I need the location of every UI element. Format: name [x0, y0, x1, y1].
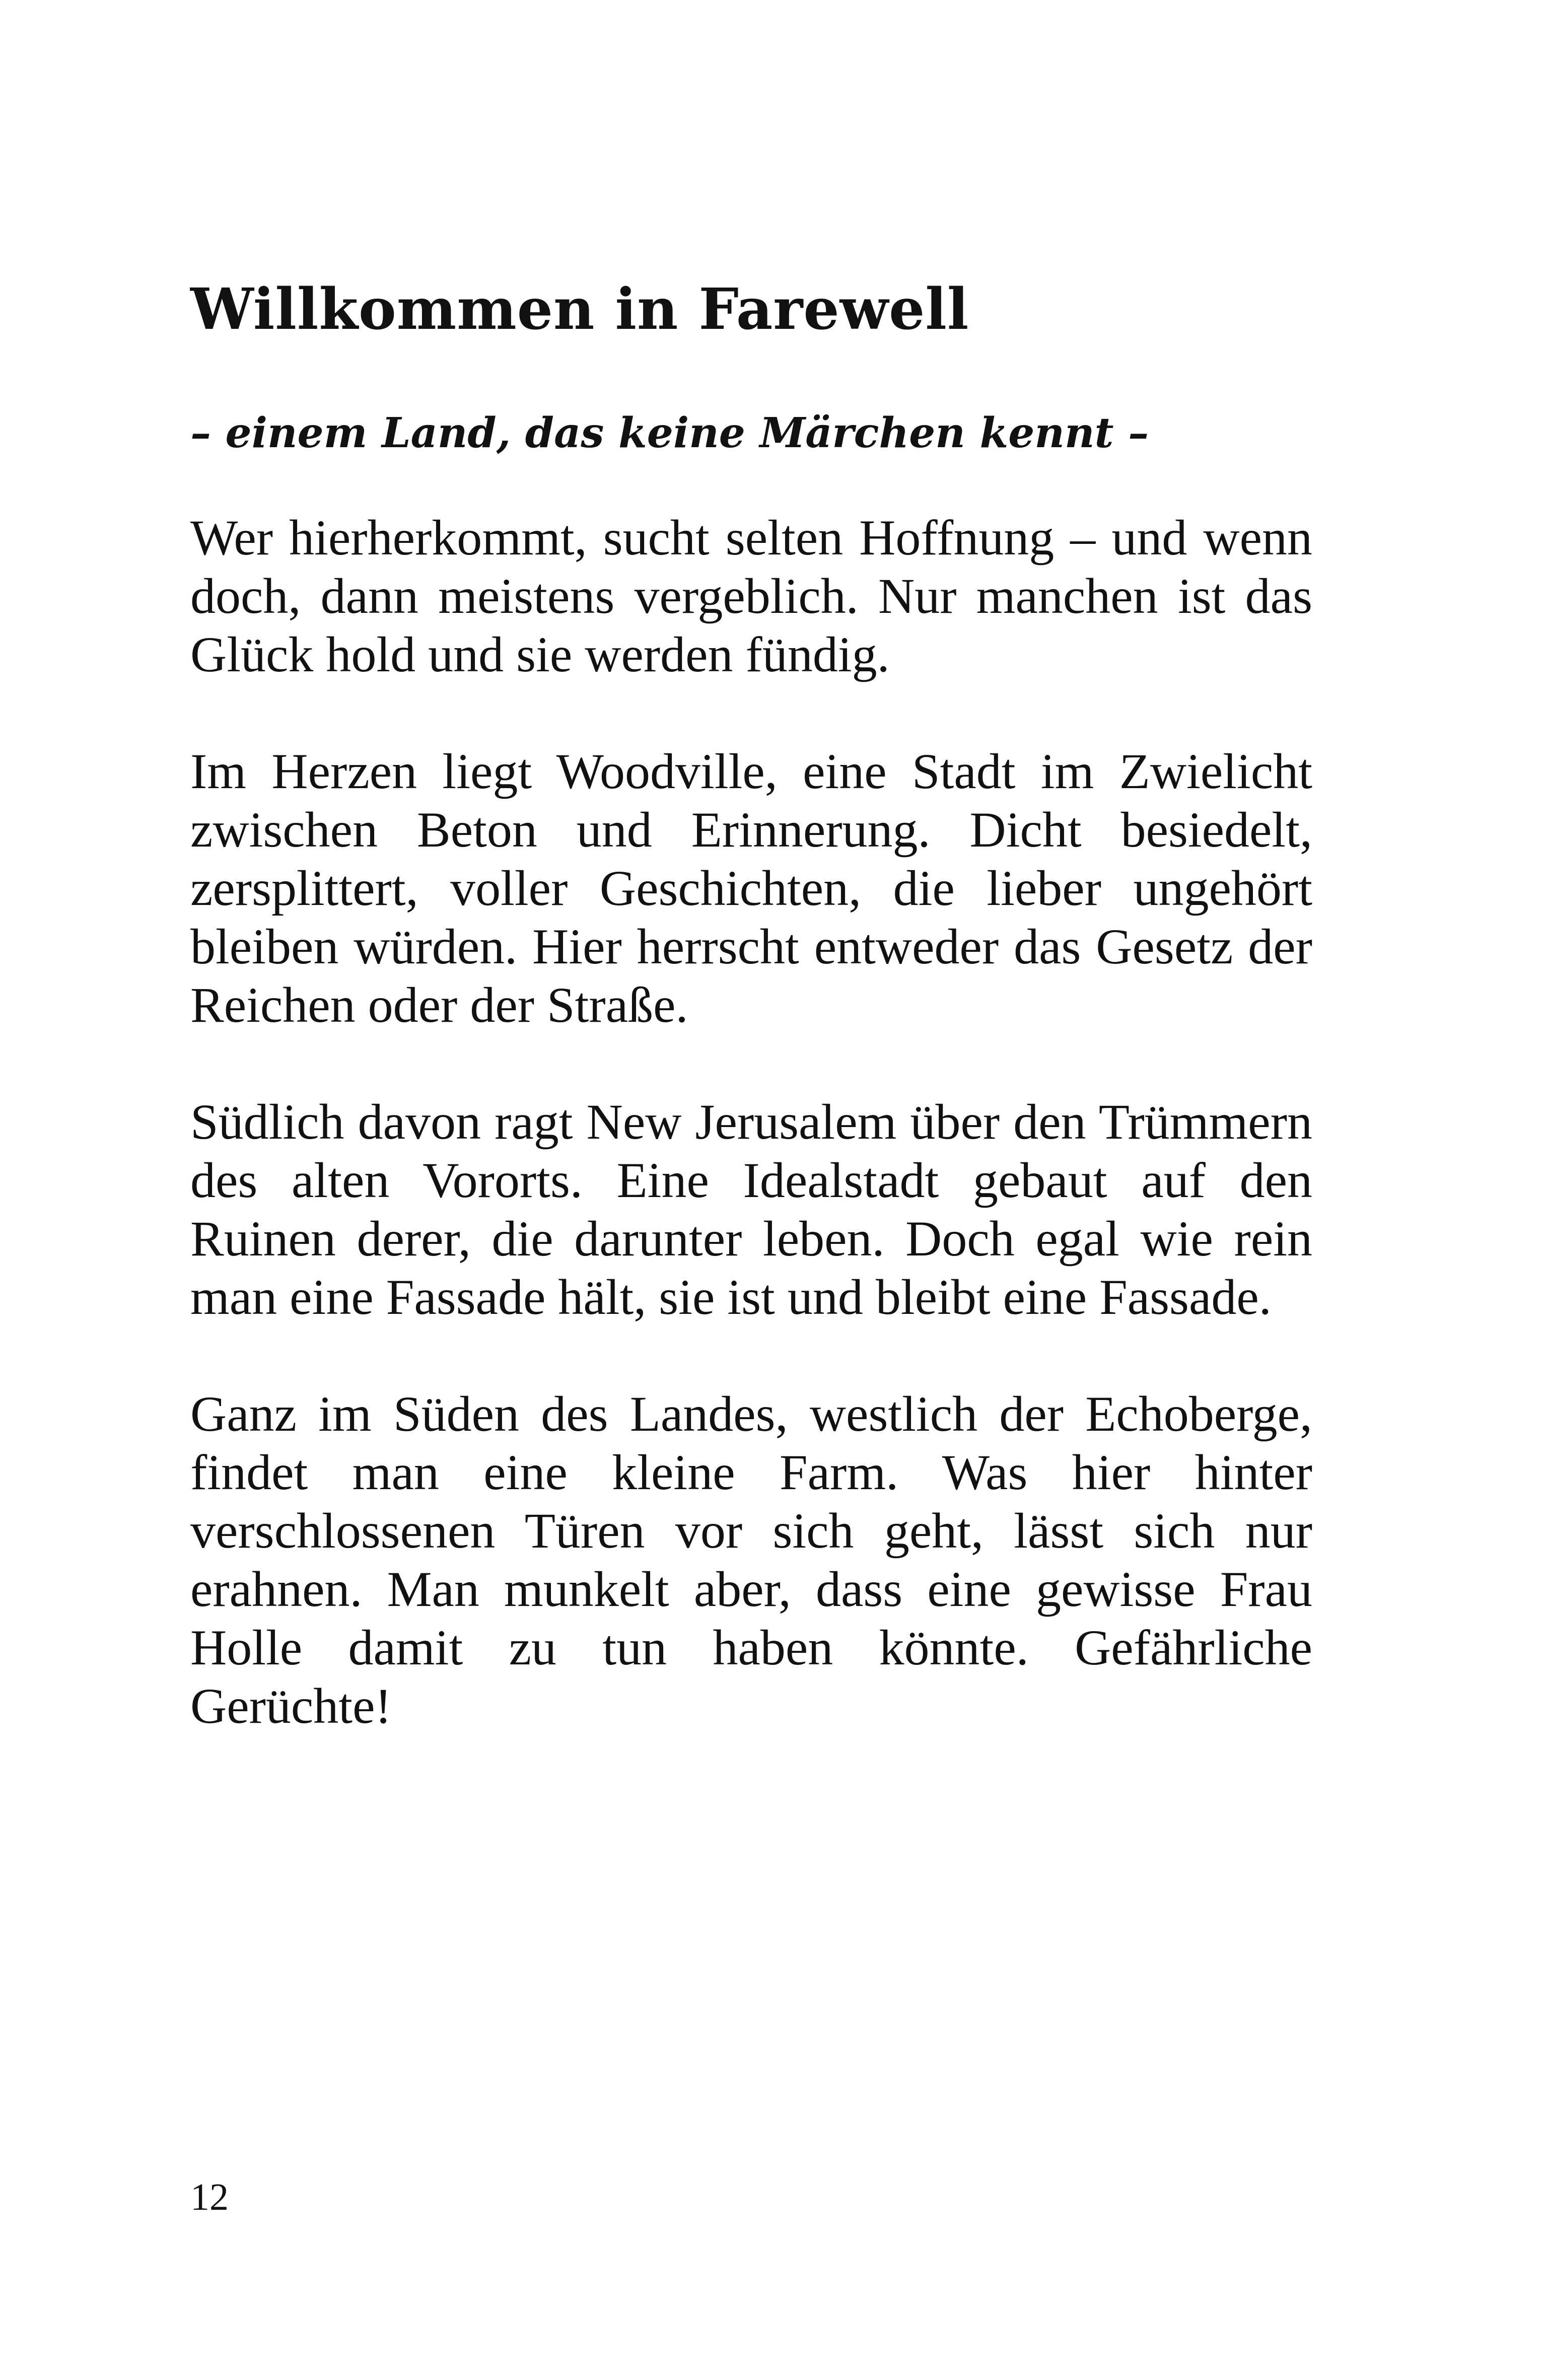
page-number: 12: [190, 2176, 229, 2218]
chapter-subtitle: – einem Land, das keine Märchen kennt –: [190, 409, 1149, 457]
paragraph-intro: Wer hierherkommt, sucht selten Hoffnung – und wenn doch, dann meistens vergeblich. Nur manchen ist das Glück hold und sie werden fündig.: [190, 510, 1312, 682]
paragraph-farm: Ganz im Süden des Landes, westlich der Echoberge, findet man eine kleine Farm. Was hier hinter verschlossenen Türen vor sich geht, lässt sich nur erahnen. Man munkelt aber, dass eine gewisse Frau Holle damit zu tun haben könnte. Gefährliche Gerüchte!: [190, 1386, 1312, 1734]
chapter-title: Willkommen in Farewell: [190, 276, 969, 342]
paragraph-new-jerusalem: Südlich davon ragt New Jerusalem über den Trümmern des alten Vororts. Eine Idealstadt gebaut auf den Ruinen derer, die darunter leben. Doch egal wie rein man eine Fassade hält, sie ist und bleibt eine Fassade.: [190, 1094, 1312, 1325]
paragraph-woodville: Im Herzen liegt Woodville, eine Stadt im Zwielicht zwischen Beton und Erinnerung. Dicht besiedelt, zersplittert, voller Geschichten, die lieber ungehört bleiben würden. Hier herrscht entweder das Gesetz der Reichen oder der Straße.: [190, 743, 1312, 1033]
body-text: [190, 509, 1312, 1794]
